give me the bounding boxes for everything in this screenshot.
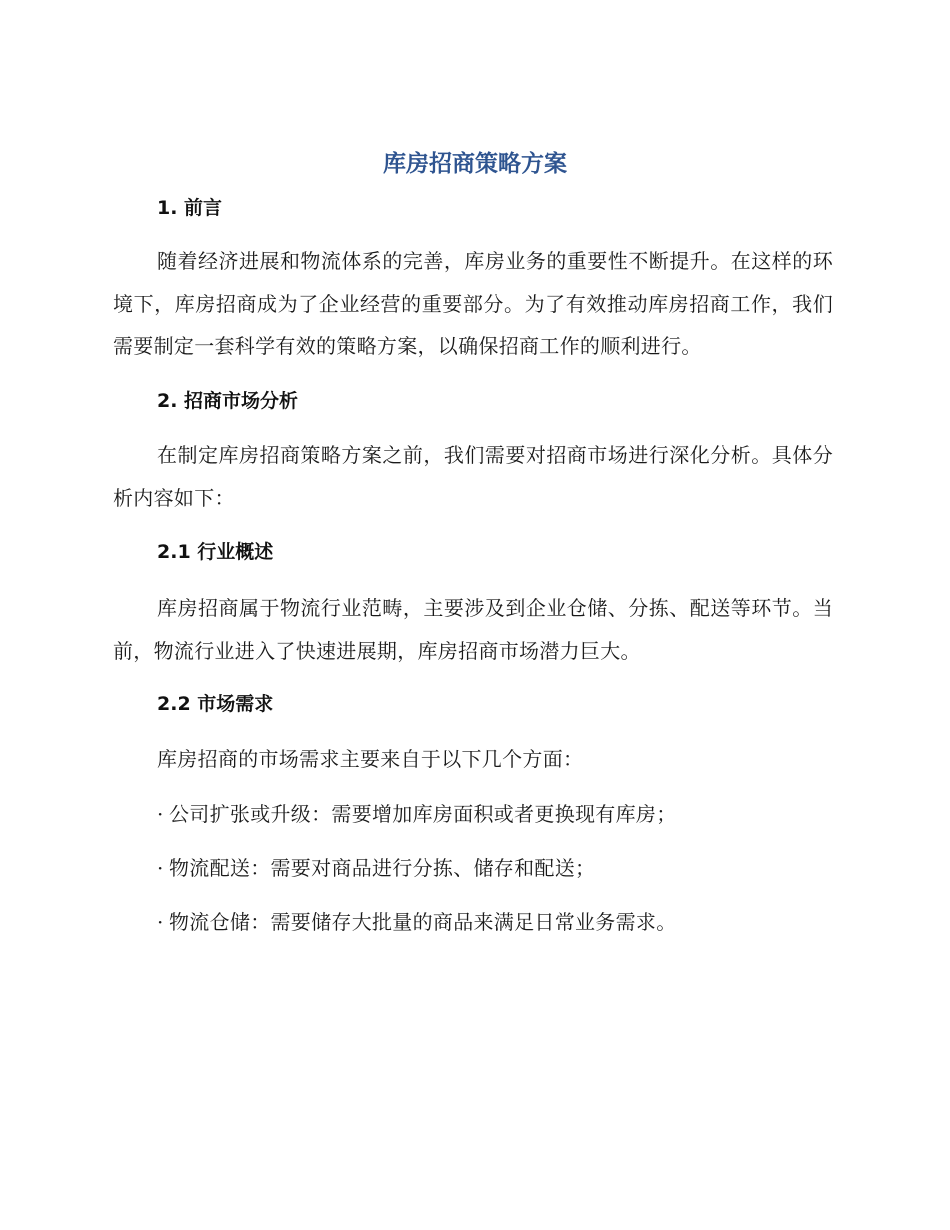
section-paragraph-market-demand: 库房招商的市场需求主要来自于以下几个方面： xyxy=(157,747,584,771)
section-heading-market-analysis: 2. 招商市场分析 xyxy=(157,390,299,412)
section-heading-industry-overview: 2.1 行业概述 xyxy=(157,541,274,563)
list-item-text: 物流配送：需要对商品进行分拣、储存和配送； xyxy=(169,856,596,880)
bullet-icon: · xyxy=(157,910,164,934)
list-item xyxy=(157,851,837,885)
list-item-text: 物流仓储：需要储存大批量的商品来满足日常业务需求。 xyxy=(169,910,677,934)
section-paragraph-intro: 随着经济进展和物流体系的完善，库房业务的重要性不断提升。在这样的环境下，库房招商成为了企业经营的重要部分。为了有效推动库房招商工作，我们需要制定一套科学有效的策略方案，以确保招商工作的顺利进行。 xyxy=(113,249,833,358)
list-item xyxy=(157,797,837,831)
section-heading-market-demand: 2.2 市场需求 xyxy=(157,693,274,715)
section-paragraph-market-analysis: 在制定库房招商策略方案之前，我们需要对招商市场进行深化分析。具体分析内容如下： xyxy=(113,443,833,510)
section-heading-intro: 1. 前言 xyxy=(157,197,223,219)
bullet-icon: · xyxy=(157,802,164,826)
list-item-text: 公司扩张或升级：需要增加库房面积或者更换现有库房； xyxy=(169,802,677,826)
document-title: 库房招商策略方案 xyxy=(383,151,567,177)
list-item xyxy=(157,905,837,939)
bullet-icon: · xyxy=(157,856,164,880)
section-paragraph-industry-overview: 库房招商属于物流行业范畴，主要涉及到企业仓储、分拣、配送等环节。当前，物流行业进入了快速进展期，库房招商市场潜力巨大。 xyxy=(113,596,833,663)
